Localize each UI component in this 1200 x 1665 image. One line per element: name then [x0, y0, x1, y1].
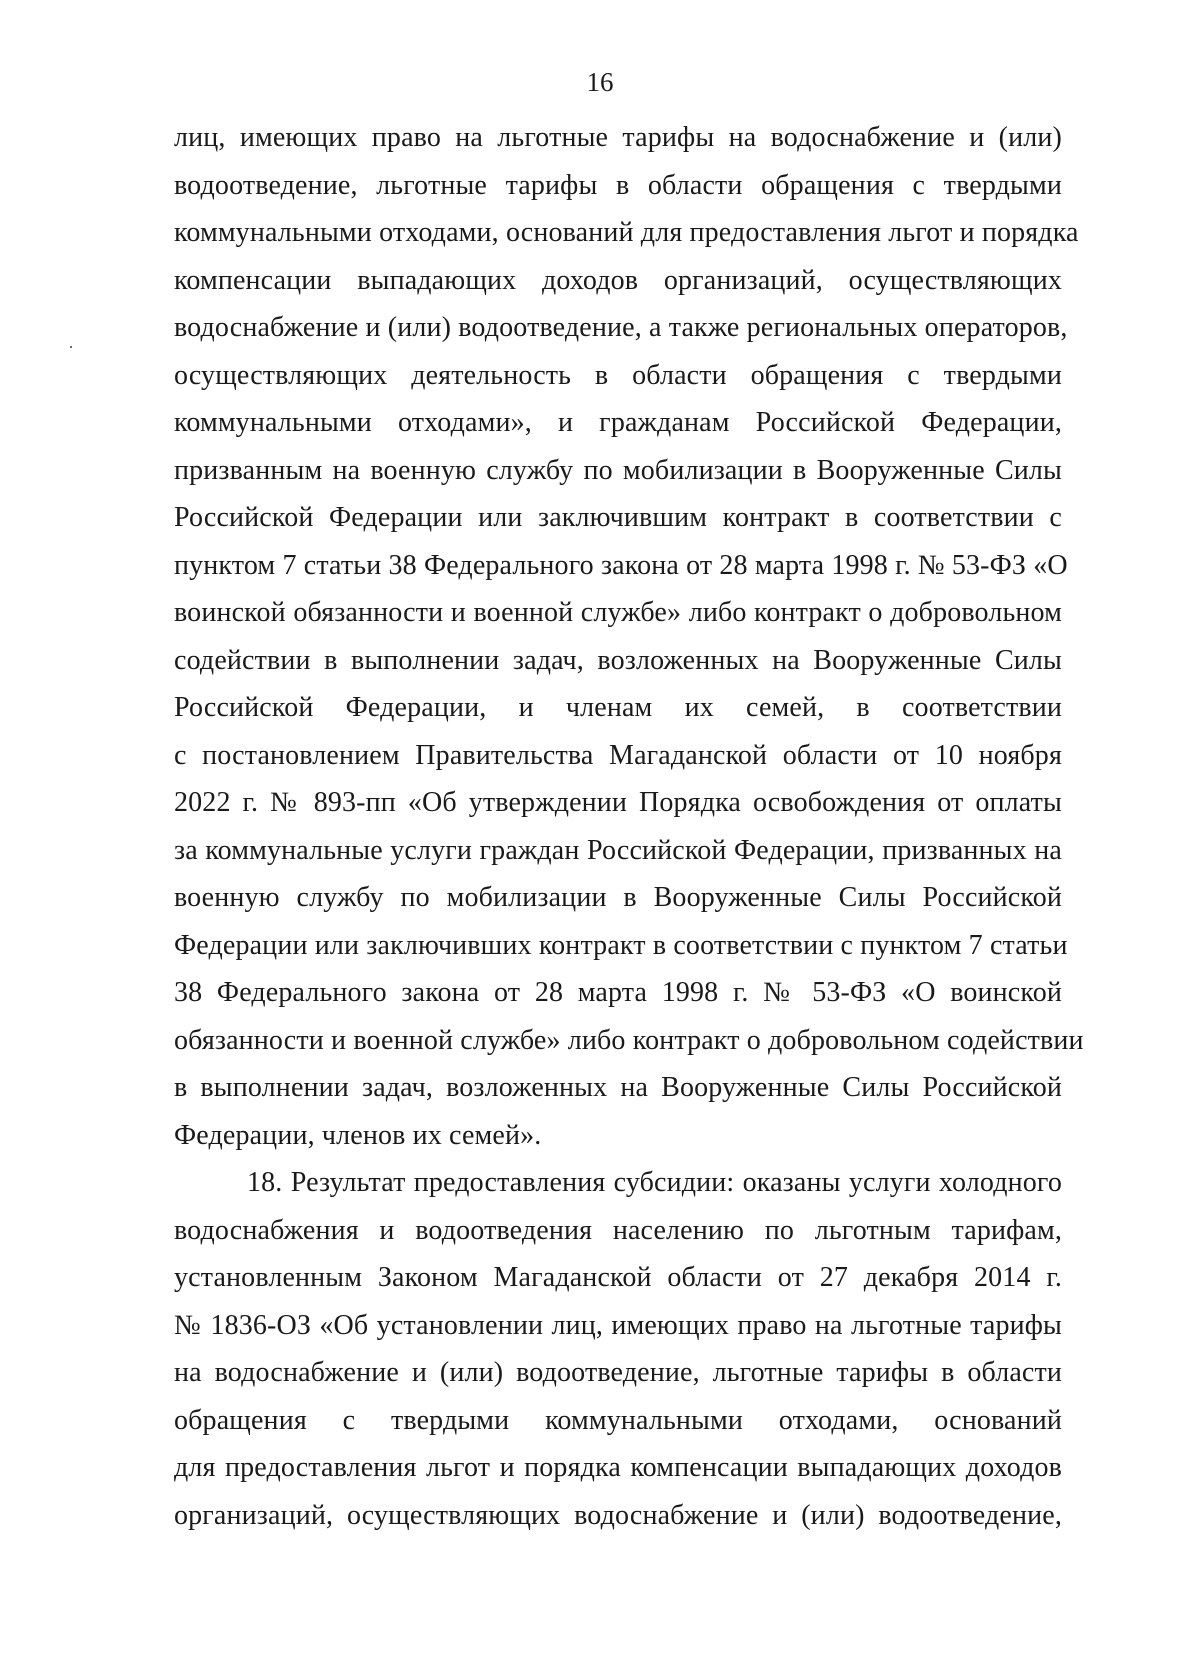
- text-line: обязанности и военной службе» либо контракт о добровольном содействии: [174, 1025, 1084, 1056]
- text-line: для предоставления льгот и порядка компенсации выпадающих доходов: [174, 1452, 1062, 1483]
- text-line: военную службу по мобилизации в Вооруженные Силы Российской: [174, 882, 1062, 913]
- text-line: осуществляющих деятельность в области обращения с твердыми: [174, 360, 1062, 391]
- text-line: с постановлением Правительства Магаданской области от 10 ноября: [174, 740, 1062, 771]
- text-line: лиц, имеющих право на льготные тарифы на водоснабжение и (или): [174, 122, 1062, 153]
- text-line: призванным на военную службу по мобилизации в Вооруженные Силы: [174, 455, 1062, 486]
- text-line: Федерации или заключивших контракт в соответствии с пунктом 7 статьи: [174, 930, 1068, 961]
- text-line: за коммунальные услуги граждан Российской Федерации, призванных на: [174, 835, 1062, 866]
- text-line: коммунальными отходами, оснований для предоставления льгот и порядка: [174, 217, 1079, 248]
- text-line: Российской Федерации или заключившим контракт в соответствии с: [174, 502, 1062, 533]
- text-line: обращения с твердыми коммунальными отходами, оснований: [174, 1405, 1062, 1436]
- scan-speck: [70, 346, 72, 348]
- text-line: воинской обязанности и военной службе» либо контракт о добровольном: [174, 597, 1062, 628]
- text-line: на водоснабжение и (или) водоотведение, льготные тарифы в области: [174, 1357, 1062, 1388]
- text-line: коммунальными отходами», и гражданам Российской Федерации,: [174, 407, 1062, 438]
- text-line: 18. Результат предоставления субсидии: оказаны услуги холодного: [247, 1167, 1062, 1198]
- text-line: 38 Федерального закона от 28 марта 1998 г. № 53-ФЗ «О воинской: [174, 977, 1062, 1008]
- text-line: 2022 г. № 893-пп «Об утверждении Порядка освобождения от оплаты: [174, 787, 1062, 818]
- text-line: установленным Законом Магаданской области от 27 декабря 2014 г.: [174, 1262, 1062, 1293]
- text-line: компенсации выпадающих доходов организаций, осуществляющих: [174, 265, 1062, 296]
- text-line: водоснабжения и водоотведения населению по льготным тарифам,: [174, 1215, 1062, 1246]
- text-line: организаций, осуществляющих водоснабжение и (или) водоотведение,: [174, 1500, 1062, 1531]
- text-line: содействии в выполнении задач, возложенных на Вооруженные Силы: [174, 645, 1062, 676]
- text-line: № 1836-ОЗ «Об установлении лиц, имеющих право на льготные тарифы: [174, 1310, 1062, 1341]
- text-line: в выполнении задач, возложенных на Вооруженные Силы Российской: [174, 1072, 1062, 1103]
- text-line: водоснабжение и (или) водоотведение, а также региональных операторов,: [174, 312, 1068, 343]
- text-line: пунктом 7 статьи 38 Федерального закона от 28 марта 1998 г. № 53-ФЗ «О: [174, 550, 1068, 581]
- page-number: 16: [586, 67, 614, 97]
- text-line: Федерации, членов их семей».: [174, 1120, 542, 1151]
- text-line: Российской Федерации, и членам их семей, в соответствии: [174, 692, 1062, 723]
- text-line: водоотведение, льготные тарифы в области обращения с твердыми: [174, 170, 1062, 201]
